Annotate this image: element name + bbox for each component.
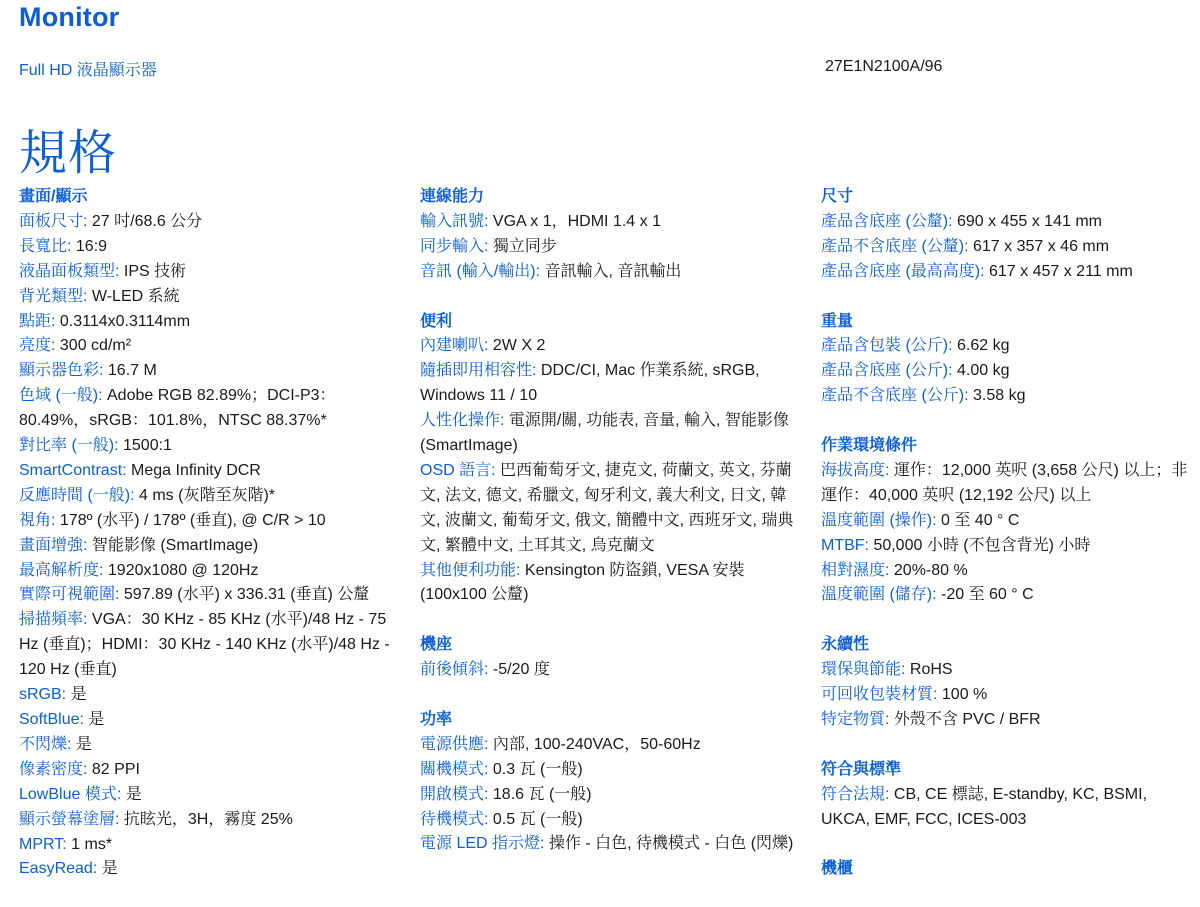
spec-value: 50,000 小時 (不包含背光) 小時 (873, 536, 1091, 554)
spec-value: 2W X 2 (492, 337, 546, 355)
spec-row (821, 509, 1196, 534)
spec-key: 像素密度 (19, 760, 84, 778)
spec-value: 4.00 kg (957, 362, 1010, 380)
spec-value: 82 PPI (91, 760, 140, 778)
spec-row (19, 384, 399, 434)
spec-separator: : (99, 561, 108, 579)
spec-key: 實際可視範圍 (19, 586, 116, 604)
spec-row (420, 658, 800, 683)
spec-separator: : (51, 312, 60, 330)
spec-value: 0.3114x0.3114mm (59, 312, 191, 330)
spec-key: 待機模式 (420, 810, 485, 828)
spec-value: VGA x 1，HDMI 1.4 x 1 (492, 212, 661, 230)
spec-row (420, 808, 800, 833)
spec-key: 可回收包裝材質 (821, 686, 934, 704)
spec-separator: : (933, 686, 942, 704)
spec-row (19, 708, 399, 733)
spec-separator: : (484, 810, 493, 828)
spec-value: 0.5 瓦 (一般) (492, 810, 583, 828)
spec-row (420, 559, 800, 609)
spec-separator: : (500, 412, 509, 430)
spec-row (420, 832, 800, 857)
spec-key: SmartContrast (19, 461, 123, 479)
spec-row (821, 235, 1196, 260)
spec-value: 操作 - 白色, 待機模式 - 白色 (閃爍) (548, 835, 794, 853)
spec-key: OSD 語言 (420, 461, 492, 479)
spec-value: W-LED 系統 (91, 287, 180, 305)
spec-row (821, 559, 1196, 584)
page-title: 規格 (19, 127, 118, 180)
spec-key: 同步輸入 (420, 237, 485, 255)
spec-row (420, 235, 800, 260)
spec-value: DDC/CI, Mac 作業系統, sRGB, Windows 11 / 10 (420, 362, 760, 405)
spec-row (19, 285, 399, 310)
spec-value: 1500:1 (123, 437, 172, 455)
spec-row (19, 559, 399, 584)
spec-key: 產品含底座 (公釐) (821, 212, 949, 230)
model-number: 27E1N2100A/96 (825, 58, 943, 75)
spec-section (420, 310, 800, 609)
spec-row (420, 783, 800, 808)
spec-key: 隨插即用相容性 (420, 362, 533, 380)
spec-key: 人性化操作 (420, 412, 501, 430)
spec-row (19, 783, 399, 808)
spec-column-1 (19, 185, 399, 907)
spec-separator: : (491, 461, 501, 479)
spec-separator: : (62, 835, 72, 853)
spec-separator: : (948, 212, 957, 230)
spec-key: 輸入訊號 (420, 212, 485, 230)
spec-separator: : (484, 237, 493, 255)
spec-value: 1 ms* (71, 835, 113, 853)
spec-key: 色域 (一般) (19, 387, 99, 405)
section-title: 永續性 (821, 636, 870, 654)
spec-value: 外殼不含 PVC / BFR (893, 710, 1041, 728)
spec-separator: : (964, 237, 973, 255)
spec-separator: : (484, 735, 493, 753)
spec-value: 617 x 357 x 46 mm (973, 237, 1110, 255)
spec-key: 內建喇叭 (420, 337, 485, 355)
spec-key: 反應時間 (一般) (19, 486, 131, 504)
spec-row (420, 334, 800, 359)
spec-value: -20 至 60 ° C (941, 586, 1034, 604)
spec-separator: : (484, 661, 493, 679)
spec-key: 其他便利功能 (420, 561, 517, 579)
spec-value: 27 吋/68.6 公分 (91, 212, 203, 230)
spec-separator: : (83, 212, 92, 230)
spec-separator: : (115, 262, 124, 280)
spec-key: 產品不含底座 (公釐) (821, 237, 965, 255)
spec-row (821, 384, 1196, 409)
spec-separator: : (83, 536, 92, 554)
spec-separator: : (83, 287, 92, 305)
spec-value: 內部, 100-240VAC，50-60Hz (492, 735, 701, 753)
spec-row (19, 235, 399, 260)
spec-row (19, 434, 399, 459)
spec-separator: : (83, 611, 92, 629)
spec-value: 178º (水平) / 178º (垂直), @ C/R > 10 (59, 511, 326, 529)
spec-key: 溫度範圍 (儲存) (821, 586, 933, 604)
section-title: 尺寸 (821, 188, 854, 205)
spec-row (821, 459, 1196, 509)
spec-separator: : (980, 262, 989, 280)
spec-key: SoftBlue (19, 711, 80, 729)
spec-separator: : (67, 237, 76, 255)
spec-key: 電源 LED 指示燈 (420, 835, 541, 853)
brand-title: Monitor (19, 2, 120, 32)
spec-value: IPS 技術 (123, 262, 187, 280)
spec-value: Adobe RGB 82.89%；DCI-P3：80.49%，sRGB：101.8%，NTSC 88.37%* (19, 387, 336, 430)
spec-value: RoHS (909, 661, 953, 679)
spec-separator: : (484, 212, 493, 230)
section-title: 作業環境條件 (821, 437, 918, 454)
spec-separator: : (885, 561, 894, 579)
spec-value: 690 x 455 x 141 mm (957, 212, 1102, 230)
spec-value: 電源開/關, 功能表, 音量, 輸入, 智能影像 (SmartImage) (420, 412, 789, 455)
spec-section (821, 857, 1196, 882)
spec-key: 音訊 (輸入/輸出) (420, 262, 536, 280)
spec-row (19, 484, 399, 509)
spec-separator: : (79, 711, 89, 729)
spec-row (420, 758, 800, 783)
spec-separator: : (99, 362, 108, 380)
section-title: 便利 (420, 312, 453, 330)
spec-separator: : (116, 785, 126, 803)
spec-row (821, 334, 1196, 359)
spec-value: CB, CE 標誌, E-standby, KC, BSMI, UKCA, EMF, FCC, ICES-003 (821, 785, 1148, 828)
spec-key: 長寬比 (19, 237, 68, 255)
spec-key: 掃描頻率 (19, 611, 84, 629)
spec-value: 617 x 457 x 211 mm (989, 262, 1133, 280)
product-subtitle: Full HD 液晶顯示器 (19, 62, 157, 79)
spec-key: 對比率 (一般) (19, 437, 115, 455)
spec-key: 最高解析度 (19, 561, 100, 579)
section-title: 功率 (420, 710, 453, 728)
section-title: 畫面/顯示 (19, 188, 88, 205)
spec-value: 智能影像 (SmartImage) (91, 536, 259, 554)
spec-section (420, 185, 800, 285)
spec-key: 溫度範圍 (操作) (821, 511, 933, 529)
spec-key: 環保與節能 (821, 661, 902, 679)
spec-value: 1920x1080 @ 120Hz (107, 561, 259, 579)
spec-separator: : (932, 586, 941, 604)
spec-key: MPRT (19, 835, 63, 853)
spec-separator: : (948, 337, 957, 355)
spec-section (821, 310, 1196, 410)
spec-row (821, 708, 1196, 733)
spec-row (821, 783, 1196, 833)
spec-value: VGA：30 KHz - 85 KHz (水平)/48 Hz - 75 Hz (垂直)；HDMI：30 KHz - 140 KHz (水平)/48 Hz - 120 Hz (垂直) (19, 611, 390, 679)
spec-separator: : (885, 785, 894, 803)
spec-separator: : (61, 686, 71, 704)
spec-separator: : (540, 835, 549, 853)
section-title: 符合與標準 (821, 760, 902, 778)
spec-value: 597.89 (水平) x 336.31 (垂直) 公釐 (123, 586, 370, 604)
spec-separator: : (98, 387, 107, 405)
spec-value: -5/20 度 (492, 661, 550, 679)
spec-key: 符合法規 (821, 785, 886, 803)
spec-separator: : (484, 785, 493, 803)
spec-key: EasyRead (19, 860, 93, 878)
spec-key: 顯示螢幕塗層 (19, 810, 116, 828)
spec-column-3 (821, 185, 1196, 907)
spec-row (19, 608, 399, 683)
spec-row (420, 733, 800, 758)
spec-value: 抗眩光，3H，霧度 25% (123, 810, 293, 828)
spec-key: 點距 (19, 312, 52, 330)
spec-row (19, 534, 399, 559)
spec-value: 是 (70, 686, 87, 704)
spec-separator: : (532, 362, 541, 380)
spec-separator: : (484, 337, 493, 355)
spec-row (420, 260, 800, 285)
spec-row (19, 210, 399, 235)
spec-key: LowBlue 模式 (19, 785, 117, 803)
section-title: 機櫃 (821, 860, 854, 878)
spec-row (420, 409, 800, 459)
spec-key: 背光類型 (19, 287, 84, 305)
spec-row (821, 210, 1196, 235)
spec-separator: : (114, 437, 123, 455)
spec-value: 100 % (941, 686, 988, 704)
spec-separator: : (885, 710, 894, 728)
spec-separator: : (122, 461, 132, 479)
spec-value: 16.7 M (107, 362, 157, 380)
spec-key: sRGB (19, 686, 62, 704)
spec-key: 特定物質 (821, 710, 886, 728)
spec-separator: : (864, 536, 874, 554)
spec-separator: : (115, 586, 124, 604)
section-title: 重量 (821, 312, 854, 330)
spec-separator: : (948, 362, 957, 380)
spec-row (19, 509, 399, 534)
spec-key: 開啟模式 (420, 785, 485, 803)
spec-value: 巴西葡萄牙文, 捷克文, 荷蘭文, 英文, 芬蘭文, 法文, 德文, 希臘文, 匈牙利文, 義大利文, 日文, 韓文, 波蘭文, 葡萄牙文, 俄文, 簡體中文, 西班牙文, 瑞典文, 繁體中文, 土耳其文, 烏克蘭文 (420, 461, 794, 554)
spec-separator: : (932, 511, 941, 529)
spec-section (19, 185, 399, 882)
spec-value: 是 (101, 860, 118, 878)
spec-row (821, 683, 1196, 708)
spec-separator: : (885, 461, 894, 479)
spec-row (19, 833, 399, 858)
spec-key: 畫面增強 (19, 536, 84, 554)
spec-key: 產品含底座 (公斤) (821, 362, 949, 380)
spec-value: 是 (125, 785, 142, 803)
spec-row (19, 459, 399, 484)
spec-value: 3.58 kg (973, 387, 1026, 405)
spec-key: 海拔高度 (821, 461, 886, 479)
spec-value: 20%-80 % (893, 561, 968, 579)
spec-row (821, 658, 1196, 683)
spec-separator: : (92, 860, 102, 878)
spec-value: 0 至 40 ° C (941, 511, 1020, 529)
spec-row (821, 534, 1196, 559)
spec-row (821, 583, 1196, 608)
spec-separator: : (83, 760, 92, 778)
spec-value: Mega Infinity DCR (131, 461, 261, 479)
spec-section (821, 434, 1196, 608)
spec-column-2 (420, 185, 800, 882)
spec-row (821, 359, 1196, 384)
spec-row (19, 334, 399, 359)
spec-key: MTBF (821, 536, 865, 554)
spec-key: 產品含底座 (最高高度) (821, 262, 981, 280)
spec-value: 是 (75, 735, 92, 753)
spec-section (821, 758, 1196, 833)
spec-row (19, 583, 399, 608)
spec-value: 是 (88, 711, 105, 729)
spec-value: 獨立同步 (492, 237, 557, 255)
spec-key: 不閃爍 (19, 735, 68, 753)
spec-key: 電源供應 (420, 735, 485, 753)
spec-section (821, 185, 1196, 285)
spec-value: 6.62 kg (957, 337, 1010, 355)
spec-row (420, 210, 800, 235)
spec-separator: : (516, 561, 525, 579)
spec-separator: : (901, 661, 910, 679)
spec-key: 前後傾斜 (420, 661, 485, 679)
spec-section (420, 633, 800, 683)
spec-separator: : (51, 511, 60, 529)
spec-value: 16:9 (75, 237, 108, 255)
spec-row (821, 260, 1196, 285)
spec-key: 顯示器色彩 (19, 362, 100, 380)
spec-key: 面板尺寸 (19, 212, 84, 230)
spec-separator: : (484, 760, 493, 778)
spec-row (19, 683, 399, 708)
spec-value: 運作：12,000 英呎 (3,658 公尺) 以上；非運作：40,000 英呎 (12,192 公尺) 以上 (821, 461, 1188, 504)
spec-separator: : (115, 810, 124, 828)
spec-row (19, 260, 399, 285)
spec-value: 18.6 瓦 (一般) (492, 785, 592, 803)
spec-value: 300 cd/m² (59, 337, 132, 355)
spec-row (420, 359, 800, 409)
spec-row (19, 857, 399, 882)
spec-separator: : (964, 387, 973, 405)
section-title: 連線能力 (420, 188, 485, 205)
spec-row (19, 359, 399, 384)
spec-section (821, 633, 1196, 733)
spec-row (19, 758, 399, 783)
spec-key: 相對濕度 (821, 561, 886, 579)
spec-key: 產品不含底座 (公斤) (821, 387, 965, 405)
spec-separator: : (130, 486, 139, 504)
spec-key: 視角 (19, 511, 52, 529)
spec-section (420, 708, 800, 857)
spec-value: 音訊輸入, 音訊輸出 (544, 262, 682, 280)
spec-row (19, 733, 399, 758)
spec-separator: : (51, 337, 60, 355)
spec-row (420, 459, 800, 559)
spec-key: 關機模式 (420, 760, 485, 778)
spec-key: 液晶面板類型 (19, 262, 116, 280)
section-title: 機座 (420, 636, 453, 654)
spec-key: 產品含包裝 (公斤) (821, 337, 949, 355)
spec-key: 亮度 (19, 337, 52, 355)
spec-separator: : (535, 262, 545, 280)
spec-value: Kensington 防盜鎖, VESA 安裝 (100x100 公釐) (420, 561, 745, 604)
spec-value: 4 ms (灰階至灰階)* (139, 486, 276, 504)
spec-separator: : (67, 735, 76, 753)
spec-value: 0.3 瓦 (一般) (492, 760, 583, 778)
spec-row (19, 310, 399, 335)
spec-row (19, 808, 399, 833)
